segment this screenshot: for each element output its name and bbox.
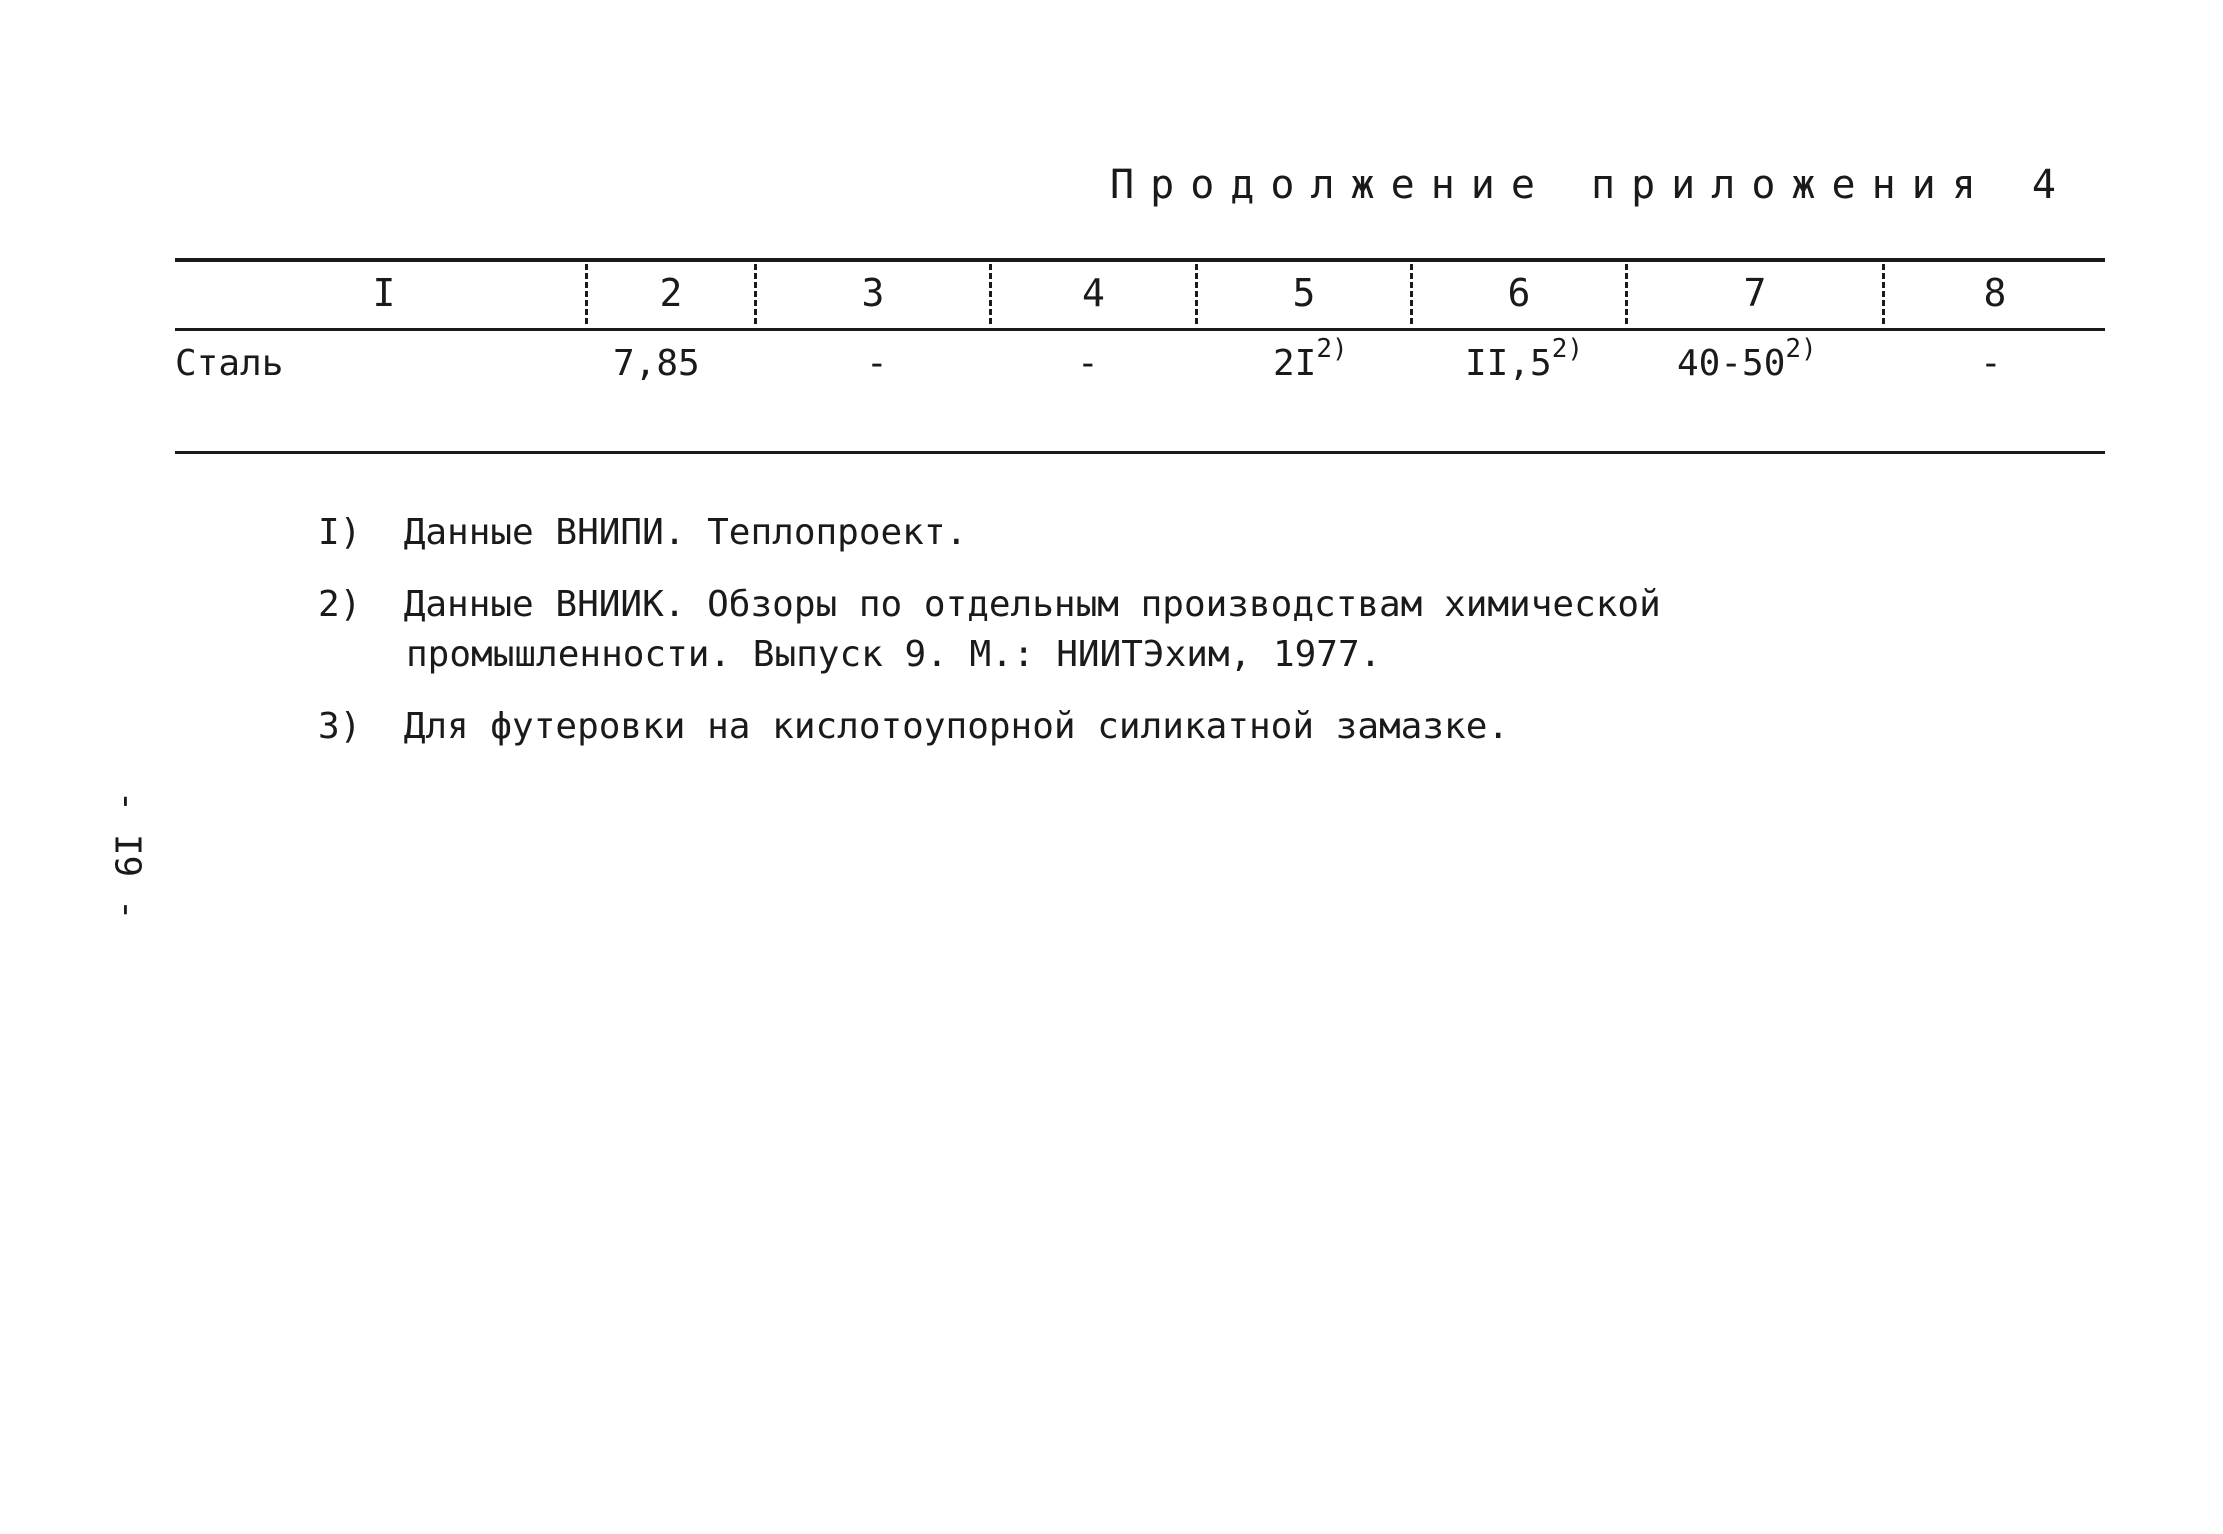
footnote-ref: 2) <box>1551 334 1584 364</box>
page-number: - I9 - <box>106 790 148 921</box>
footnote-text: Для футеровки на кислотоупорной силикатной замазке. <box>403 706 1510 747</box>
column-header-1: I <box>372 271 396 315</box>
column-header-2: 2 <box>659 271 683 315</box>
cell-col-6-value: II,5 <box>1465 343 1552 384</box>
footnote-number: 3) <box>318 706 362 747</box>
cell-col-5 <box>1273 334 1348 394</box>
footnotes <box>318 508 1818 774</box>
table-row <box>175 334 2105 394</box>
footnote-number: I) <box>318 512 362 553</box>
footnote-ref: 2) <box>1785 334 1817 364</box>
column-header-6: 6 <box>1507 271 1531 315</box>
table-rule-header <box>175 328 2105 331</box>
footnote-1 <box>318 508 1818 558</box>
cell-col-3: - <box>866 343 888 384</box>
cell-col-8: - <box>1980 343 2002 384</box>
footnote-3 <box>318 702 1818 752</box>
cell-material: Сталь <box>175 343 284 384</box>
column-header-5: 5 <box>1292 271 1316 315</box>
table-rule-bottom <box>175 451 2105 454</box>
cell-col-2: 7,85 <box>613 343 700 384</box>
column-header-8: 8 <box>1983 271 2007 315</box>
table-header-row <box>175 262 2105 328</box>
cell-col-5-value: 2I <box>1273 343 1317 384</box>
cell-col-7 <box>1677 334 1817 394</box>
cell-col-4: - <box>1077 343 1099 384</box>
cell-col-6 <box>1465 334 1583 394</box>
column-header-7: 7 <box>1743 271 1767 315</box>
footnote-text: Данные ВНИПИ. Теплопроект. <box>403 512 968 553</box>
footnote-ref: 2) <box>1316 334 1348 364</box>
footnote-number: 2) <box>318 584 362 625</box>
page-heading: Продолжение приложения 4 <box>1110 162 2072 208</box>
column-header-4: 4 <box>1082 271 1105 315</box>
footnote-2 <box>318 580 1818 680</box>
footnote-text: Данные ВНИИК. Обзоры по отдельным производствам химической <box>403 584 1661 625</box>
column-header-3: 3 <box>861 271 885 315</box>
footnote-text-continued: промышленности. Выпуск 9. М.: НИИТЭхим, 1977. <box>406 634 1382 675</box>
cell-col-7-value: 40-50 <box>1677 343 1786 384</box>
